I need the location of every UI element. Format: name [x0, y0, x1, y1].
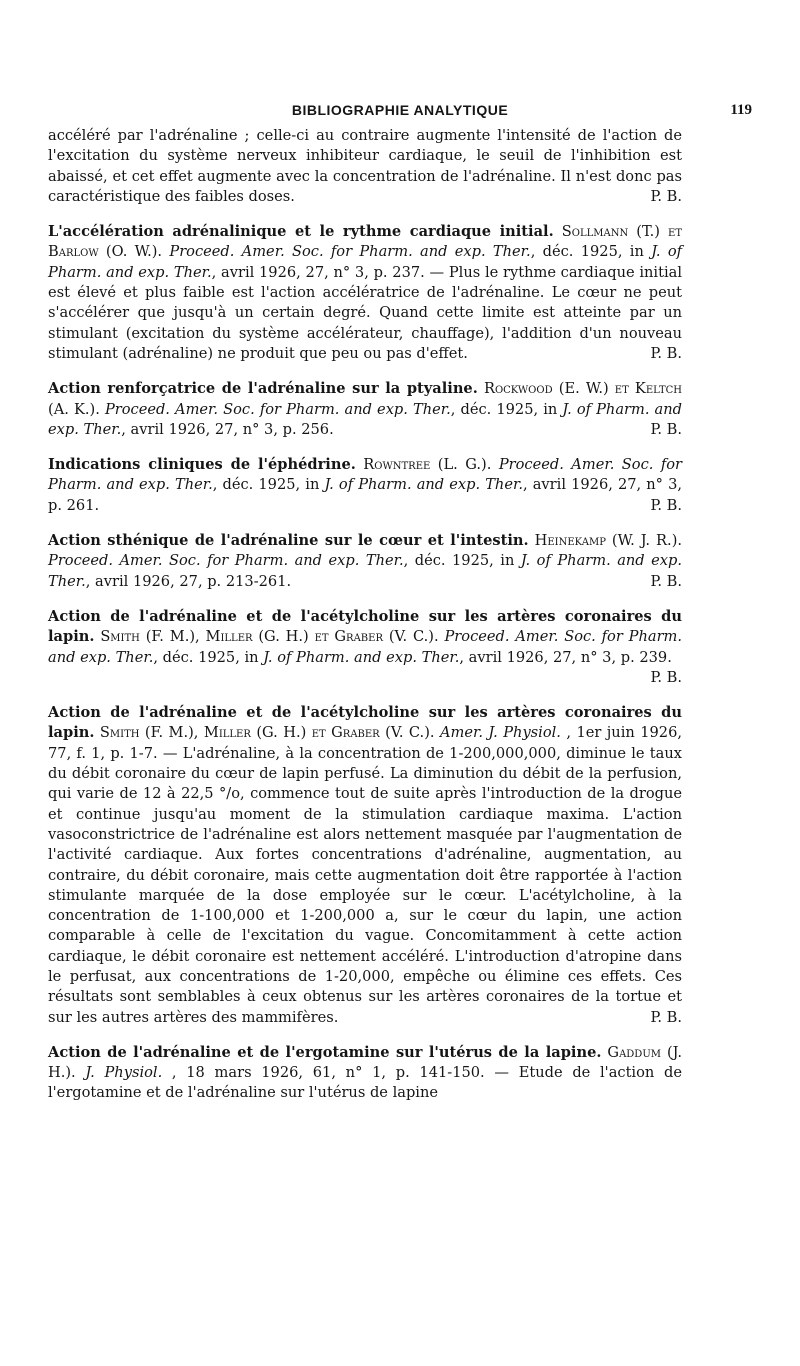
- bibliography-entry: [48, 1043, 682, 1104]
- entry-author: Sollmann (T.) et Barlow (O. W.).: [48, 223, 682, 261]
- entry-journal: Proceed. Amer. Soc. for Pharm. and exp. Ther.: [104, 400, 451, 418]
- entry-journal-secondary: J. of Pharm. and exp. Ther.: [48, 400, 683, 438]
- entry-date: , déc. 1925, in: [403, 552, 515, 570]
- entry-journal: Proceed. Amer. Soc. for Pharm. and exp. Ther.: [48, 456, 683, 494]
- entry-abstract: — Plus le rythme cardiaque initial est élevé et plus faible est l'action accélératrice de l'adrénaline. Le cœur ne peut s'accélérer que jusqu'à un certain degré. Quand cette limite est atteinte par un stimulant (excitation du système accélérateur, chauffage), l'addition d'un nouveau stimulant (adrénaline) ne produit que peu ou pas d'effet.: [48, 263, 682, 362]
- reviewer-initials: P. B.: [650, 187, 682, 205]
- bibliography-entry: [48, 455, 682, 516]
- reviewer-initials: P. B.: [650, 572, 682, 590]
- entry-reference: , avril 1926, 27, n° 3, p. 256.: [121, 420, 334, 438]
- entry-title: Action renforçatrice de l'adrénaline sur la ptyaline.: [48, 380, 478, 398]
- entry-reference: , avril 1926, 27, n° 3, p. 237.: [211, 263, 425, 281]
- entry-journal-secondary: J. of Pharm. and exp. Ther.: [48, 243, 683, 281]
- reviewer-initials: P. B.: [650, 496, 682, 514]
- entry-journal: Proceed. Amer. Soc. for Pharm. and exp. Ther.: [48, 628, 683, 666]
- entry-journal: Amer. J. Physiol.: [439, 724, 561, 742]
- bibliography-entry: [48, 379, 682, 440]
- entry-title: L'accélération adrénalinique et le rythme cardiaque initial.: [48, 223, 554, 241]
- entry-journal: J. Physiol.: [85, 1064, 163, 1082]
- entry-date: , déc. 1925, in: [450, 400, 558, 418]
- entry-title: Action sthénique de l'adrénaline sur le cœur et l'intestin.: [48, 532, 529, 550]
- entry-journal-secondary: J. of Pharm. and exp. Ther.: [263, 648, 460, 666]
- entry-reference: , 18 mars 1926, 61, n° 1, p. 141-150.: [171, 1064, 485, 1082]
- entry-abstract: — L'adrénaline, à la concentration de 1-200,000,000, diminue le taux du débit coronaire du cœur de lapin perfusé. La diminution du débit de la perfusion, qui varie de 12 à 22,5 °/o, commence tout de suite après l'introduction de la drogue et continue jusqu'au moment de la stimulation cardiaque maxima. L'action vasoconstrictrice de l'adrénaline est alors nettement masquée par l'augmentation de l'activité cardiaque. Aux fortes concentrations d'adrénaline, augmentation, au contraire, du débit coronaire, mais cette augmentation doit être rapportée à l'action stimulante marquée de la dose employée sur le cœur. L'acétylcholine, à la concentration de 1-100,000 et 1-200,000 a, sur le cœur du lapin, une action comparable à celle de l'excitation du vague. Concomitamment à cette action cardiaque, le débit coronaire est nettement accéléré. L'introduction d'atropine dans le perfusat, aux concentrations de 1-20,000, empêche ou élimine ces effets. Ces résultats sont semblables à ceux obtenus sur les artères coronaires de la tortue et sur les autres artères des mammifères.: [48, 744, 682, 1026]
- entry-title: Action de l'adrénaline et de l'ergotamine sur l'utérus de la lapine.: [48, 1043, 602, 1061]
- bibliography-entry: [48, 531, 682, 592]
- entry-abstract: — Etude de l'action de l'ergotamine et de l'adrénaline sur l'utérus de lapine: [48, 1064, 682, 1102]
- entry-title: Action de l'adrénaline et de l'acétylcholine sur les artères coronaires du lapin.: [48, 704, 682, 742]
- continuation-text: accéléré par l'adrénaline ; celle-ci au contraire augmente l'intensité de l'action de l'excitation du système nerveux inhibiteur cardiaque, le seuil de l'inhibition est abaissé, et cet effet augmente avec la concentration de l'adrénaline. Il n'est donc pas caractéristique des faibles doses.: [48, 127, 682, 205]
- running-title: BIBLIOGRAPHIE ANALYTIQUE: [291, 102, 509, 118]
- page-header: [48, 102, 752, 124]
- reviewer-initials: P. B.: [650, 420, 682, 438]
- bibliography-entry: [48, 222, 682, 364]
- continuation-paragraph: [48, 126, 682, 207]
- entry-date: , déc. 1925, in: [212, 476, 320, 494]
- bibliography-entry: [48, 607, 682, 688]
- reviewer-initials: P. B.: [650, 668, 682, 686]
- entry-author: Smith (F. M.), Miller (G. H.) et Graber (V. C.).: [100, 628, 439, 646]
- entry-author: Rockwood (E. W.) et Keltch (A. K.).: [48, 380, 682, 418]
- entry-journal: Proceed. Amer. Soc. for Pharm. and exp. Ther.: [169, 243, 531, 261]
- entry-reference: , avril 1926, 27, n° 3, p. 261.: [48, 476, 683, 514]
- reviewer-initials: P. B.: [650, 344, 682, 362]
- entry-title: Action de l'adrénaline et de l'acétylcholine sur les artères coronaires du lapin.: [48, 607, 682, 646]
- page-body: [48, 126, 682, 1104]
- entry-journal-secondary: J. of Pharm. and exp. Ther.: [48, 552, 682, 590]
- entry-reference: , 1er juin 1926, 77, f. 1, p. 1-7.: [48, 724, 682, 762]
- entry-reference: , avril 1926, 27, p. 213-261.: [85, 572, 292, 590]
- entry-author: Rowntree (L. G.).: [363, 456, 492, 474]
- entry-author: Gaddum (J. H.).: [48, 1043, 682, 1082]
- reviewer-initials: P. B.: [650, 1008, 682, 1026]
- entry-journal-secondary: J. of Pharm. and exp. Ther.: [324, 476, 523, 494]
- entry-author: Heinekamp (W. J. R.).: [534, 532, 683, 550]
- entry-reference: , avril 1926, 27, n° 3, p. 239.: [459, 648, 672, 666]
- entry-title: Indications cliniques de l'éphédrine.: [48, 456, 356, 474]
- entry-author: Smith (F. M.), Miller (G. H.) et Graber (V. C.).: [99, 724, 435, 742]
- bibliography-entry: [48, 703, 682, 1028]
- page-number: 119: [730, 102, 752, 118]
- bibliography-entries: [48, 222, 682, 1104]
- entry-date: , déc. 1925, in: [153, 648, 259, 666]
- entry-date: , déc. 1925, in: [530, 243, 644, 261]
- entry-journal: Proceed. Amer. Soc. for Pharm. and exp. Ther.: [48, 552, 404, 570]
